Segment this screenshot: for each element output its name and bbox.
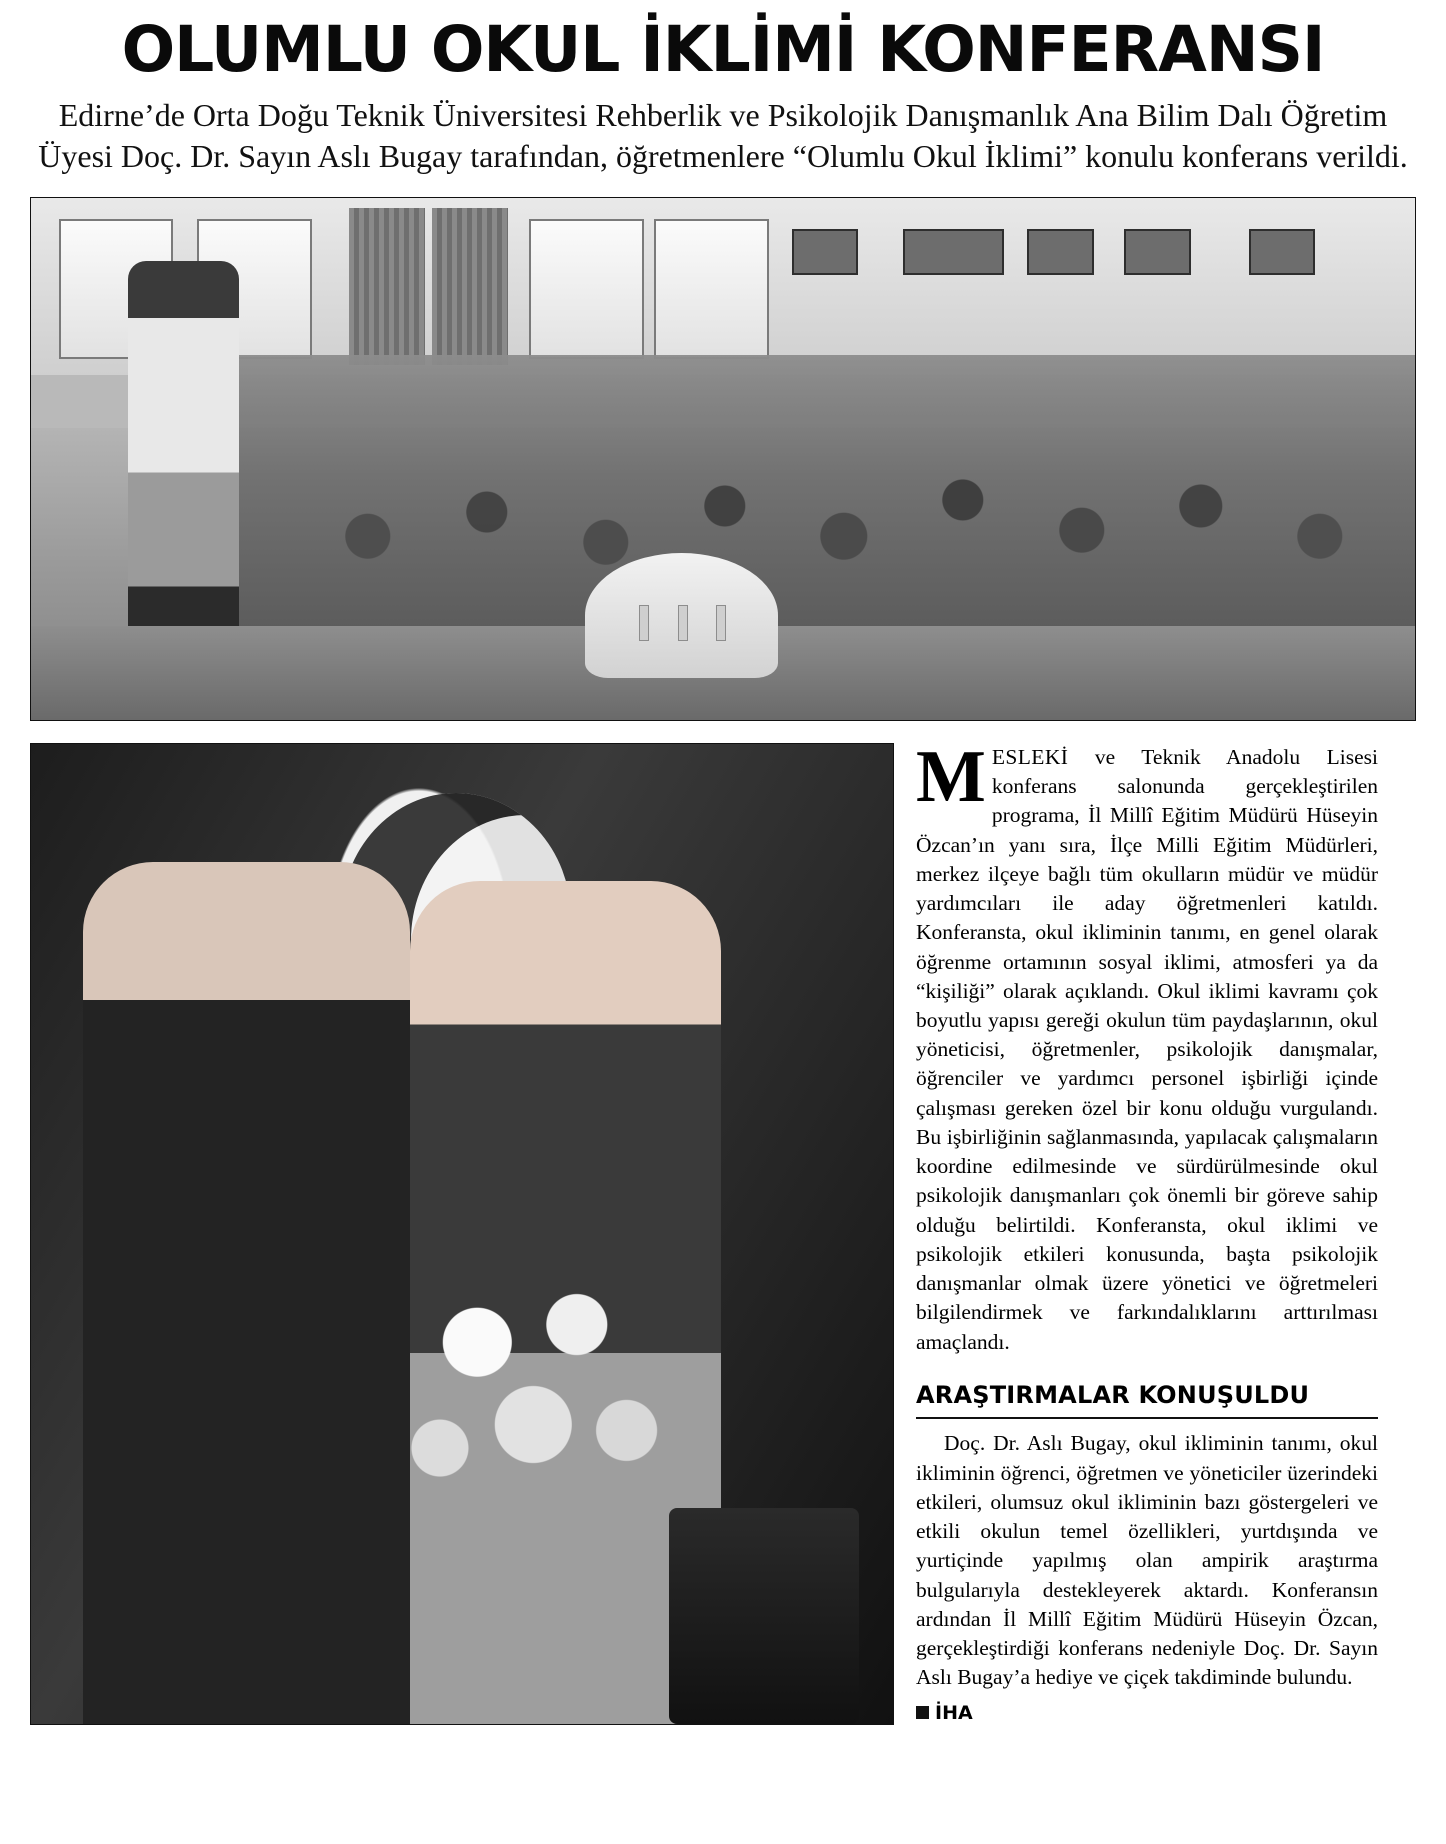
handbag (669, 1508, 859, 1724)
award-ceremony-photo (30, 743, 894, 1725)
wall-picture (1124, 229, 1190, 275)
article-subheading: ARAŞTIRMALAR KONUŞULDU (916, 1379, 1378, 1420)
deck-summary: Edirne’de Orta Doğu Teknik Üniversitesi Rehberlik ve Psikolojik Danışmanlık Ana Bilim Dalı Öğretim Üyesi Doç. Dr. Sayın Aslı Bugay tarafından, öğretmenlere “Olumlu Okul İklimi” konulu konferans verildi. (38, 97, 1408, 174)
wall-picture (1027, 229, 1093, 275)
window (529, 219, 644, 359)
water-bottle (678, 605, 688, 641)
lead-smallcaps: ESLEKİ (991, 744, 1069, 769)
credit-label: İHA (935, 1701, 973, 1724)
water-bottle (716, 605, 726, 641)
male-official-figure (83, 862, 411, 1724)
square-bullet-icon (916, 1706, 929, 1719)
speaker-figure (128, 261, 239, 668)
curtain (432, 208, 508, 365)
article-paragraph-1 (916, 735, 1378, 1357)
audience (225, 355, 1415, 658)
news-agency-credit (916, 1701, 1378, 1727)
article-body-1: ve Teknik Anadolu Lisesi konferans salonunda gerçekleştirilen programa, İl Millî Eğitim Müdürü Hüseyin Özcan’ın yanı sıra, İlçe Milli Eğitim Müdürleri, merkez ilçeye bağlı tüm okulların müdür ve müdür yardımcıları ile aday öğretmenleri katıldı. Konferansta, okul ikliminin tanımı, en genel olarak öğrenme ortamının sosyal iklimi, atmosferi ya da “kişiliği” olarak açıklandı. Okul iklimi kavramı çok boyutlu yapısı gereği okulun tüm paydaşlarının, okul yöneticisi, öğretmenler, psikolojik danışmalar, öğrenciler ve yardımcı personel işbirliği içinde çalışması gereken özel bir konu olduğu vurgulandı. Bu işbirliğinin sağlanmasında, yapılacak çalışmaların koordine edilmesinde ve sürdürülmesinde okul psikolojik danışmanları çok önemli bir göreve sahip olduğu belirtildi. Konferansta, okul iklimi ve psikolojik etkileri konusunda, başta psikolojik danışmanlar olmak üzere yönetici ve öğretmeleri bilgilendirmek ve farkındalıklarını arttırılması amaçlandı. (916, 744, 1378, 1354)
wall-picture (903, 229, 1004, 275)
water-bottle (639, 605, 649, 641)
conference-hall-photo (30, 197, 1416, 721)
newspaper-page (0, 13, 1446, 1844)
page-title: OLUMLU OKUL İKLİMİ KONFERANSI (121, 13, 1325, 86)
article-paragraph-2: Doç. Dr. Aslı Bugay, okul ikliminin tanımı, okul ikliminin öğrenci, öğretmen ve yöneticiler üzerindeki etkileri, olumsuz okul ikliminin bazı göstergeleri ve etkili okulun temel özellikleri, yurtdışında ve yurtiçinde yapılmış olan ampirik araştırma bulgularıyla destekleyerek aktardı. Konferansın ardından İl Millî Eğitim Müdürü Hüseyin Özcan, gerçekleştirdiği konferans nedeniyle Doç. Dr. Sayın Aslı Bugay’a hediye ve çiçek takdiminde bulundu. (916, 1431, 1378, 1690)
article-column (916, 735, 1378, 1726)
window (654, 219, 769, 359)
lower-section (30, 735, 1416, 1726)
round-table (585, 553, 779, 678)
curtain (349, 208, 425, 365)
flower-bouquet (384, 1254, 694, 1548)
wall-picture (1249, 229, 1315, 275)
drop-cap: M (916, 735, 986, 818)
wall-picture (792, 229, 858, 275)
